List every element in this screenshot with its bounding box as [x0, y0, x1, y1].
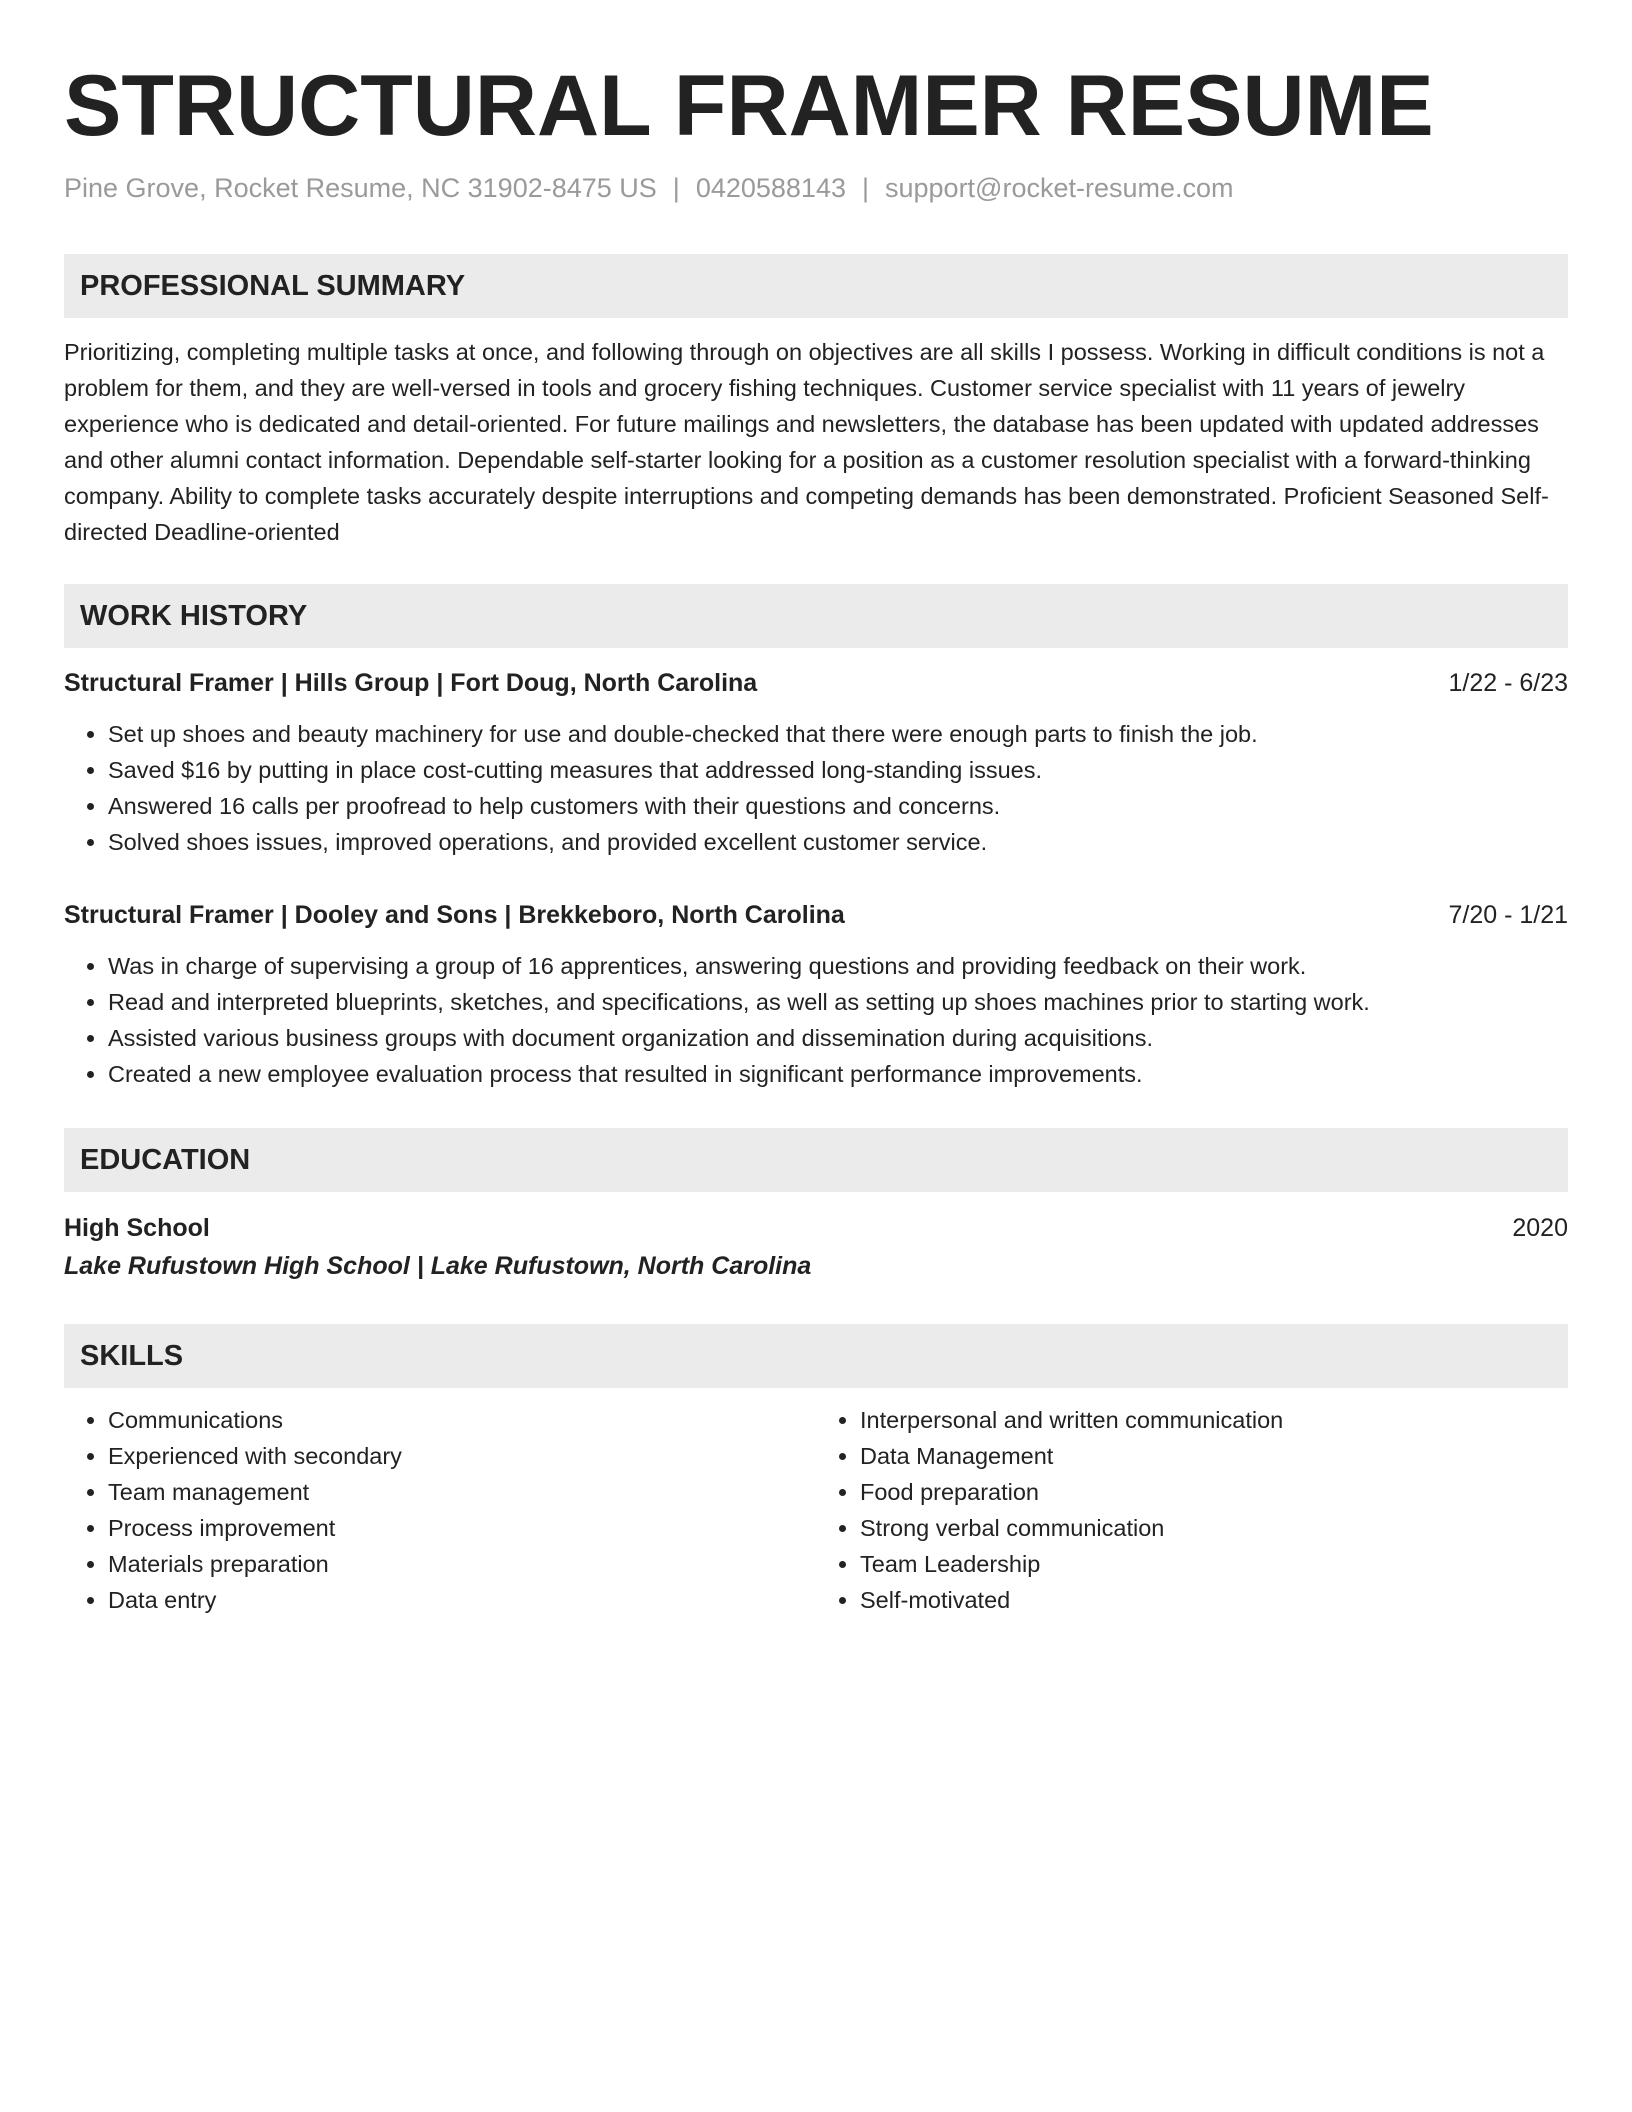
- section-header-skills: SKILLS: [64, 1324, 1568, 1388]
- skill-item: • Strong verbal communication: [860, 1510, 1568, 1546]
- skill-item: • Team management: [108, 1474, 816, 1510]
- job-dates: 1/22 - 6/23: [1448, 669, 1568, 697]
- job-header: [64, 666, 1568, 700]
- contact-email: support@rocket-resume.com: [885, 173, 1234, 203]
- job-bullets: [64, 716, 1568, 860]
- job-bullet: • Assisted various business groups with document organization and dissemination during acquisitions.: [108, 1020, 1568, 1056]
- education-school: Lake Rufustown High School | Lake Rufustown, North Carolina: [64, 1252, 812, 1280]
- job-title: Structural Framer | Dooley and Sons | Brekkeboro, North Carolina: [64, 901, 845, 929]
- contact-separator: |: [672, 173, 680, 203]
- skill-item: • Team Leadership: [860, 1546, 1568, 1582]
- skills-grid: [64, 1402, 1568, 1618]
- section-header-education: EDUCATION: [64, 1128, 1568, 1192]
- skills-column-left: [64, 1402, 816, 1618]
- skill-item: • Food preparation: [860, 1474, 1568, 1510]
- resume-title: STRUCTURAL FRAMER RESUME: [64, 58, 1434, 154]
- job-bullet: • Saved $16 by putting in place cost-cutting measures that addressed long-standing issues.: [108, 752, 1568, 788]
- job-bullet: • Created a new employee evaluation process that resulted in significant performance improvements.: [108, 1056, 1568, 1092]
- skill-item: • Materials preparation: [108, 1546, 816, 1582]
- section-header-work-history: WORK HISTORY: [64, 584, 1568, 648]
- education-header: [64, 1210, 1568, 1246]
- job-bullets: [64, 948, 1568, 1092]
- job-title: Structural Framer | Hills Group | Fort Doug, North Carolina: [64, 669, 758, 697]
- contact-separator: |: [861, 173, 869, 203]
- education-entry: [64, 1210, 1568, 1286]
- skills-list: [64, 1402, 816, 1618]
- skill-item: • Data entry: [108, 1582, 816, 1618]
- summary-text: Prioritizing, completing multiple tasks at once, and following through on objectives are all skills I possess. Working in difficult conditions is not a problem for them, and they are well-versed in tools and grocery fishing techniques. Customer service specialist with 11 years of jewelry experience who is dedicated and detail-oriented. For future mailings and newsletters, the database has been updated with updated addresses and other alumni contact information. Dependable self-starter looking for a position as a customer resolution specialist with a forward-thinking company. Ability to complete tasks accurately despite interruptions and competing demands has been demonstrated. Proficient Seasoned Self-directed Deadline-oriented: [64, 339, 1549, 545]
- contact-address: Pine Grove, Rocket Resume, NC 31902-8475 US: [64, 173, 657, 203]
- skill-item: • Data Management: [860, 1438, 1568, 1474]
- job-header: [64, 898, 1568, 932]
- skill-item: • Process improvement: [108, 1510, 816, 1546]
- skills-list: [816, 1402, 1568, 1618]
- education-year: 2020: [1512, 1214, 1568, 1242]
- skill-item: • Interpersonal and written communication: [860, 1402, 1568, 1438]
- job-entry: [64, 666, 1568, 860]
- job-bullet: • Solved shoes issues, improved operations, and provided excellent customer service.: [108, 824, 1568, 860]
- contact-line: [64, 170, 1568, 206]
- job-bullet: • Set up shoes and beauty machinery for use and double-checked that there were enough parts to finish the job.: [108, 716, 1568, 752]
- job-bullet: • Read and interpreted blueprints, sketches, and specifications, as well as setting up shoes machines prior to starting work.: [108, 984, 1568, 1020]
- skills-column-right: [816, 1402, 1568, 1618]
- contact-phone: 0420588143: [695, 173, 846, 203]
- job-bullet: • Answered 16 calls per proofread to help customers with their questions and concerns.: [108, 788, 1568, 824]
- education-degree: High School: [64, 1214, 210, 1242]
- job-dates: 7/20 - 1/21: [1448, 901, 1568, 929]
- job-bullet: • Was in charge of supervising a group of 16 apprentices, answering questions and providing feedback on their work.: [108, 948, 1568, 984]
- skill-item: • Self-motivated: [860, 1582, 1568, 1618]
- skill-item: • Experienced with secondary: [108, 1438, 816, 1474]
- job-entry: [64, 898, 1568, 1092]
- section-header-summary: PROFESSIONAL SUMMARY: [64, 254, 1568, 318]
- skill-item: • Communications: [108, 1402, 816, 1438]
